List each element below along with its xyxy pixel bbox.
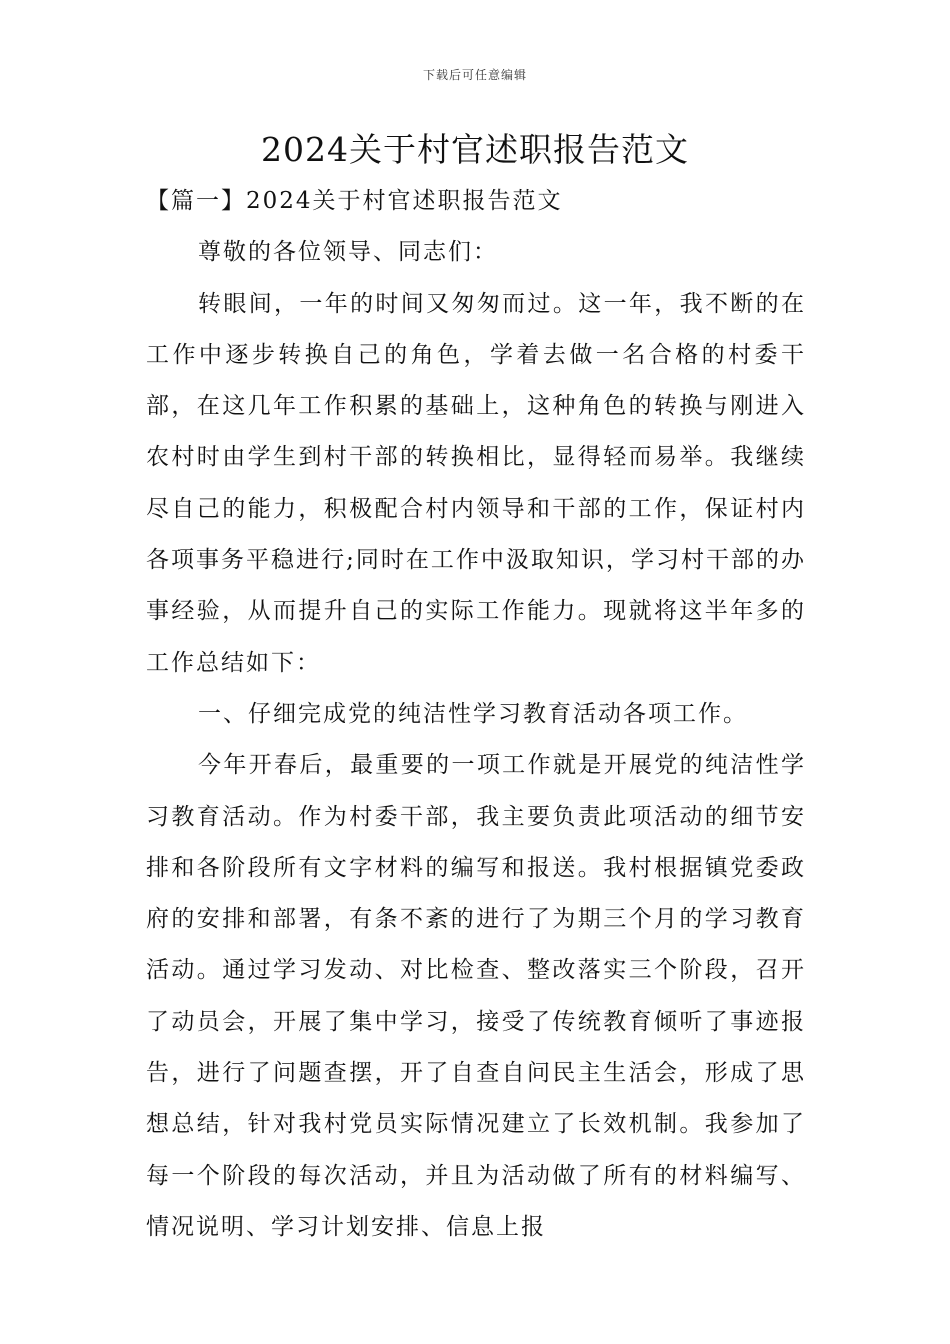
paragraph: 转眼间，一年的时间又匆匆而过。这一年，我不断的在工作中逐步转换自己的角色，学着去做一名合格的村委干部，在这几年工作积累的基础上，这种角色的转换与刚进入农村时由学生到村干部的转换相比，显得轻而易举。我继续尽自己的能力，积极配合村内领导和干部的工作，保证村内各项事务平稳进行;同时在工作中汲取知识，学习村干部的办事经验，从而提升自己的实际工作能力。现就将这半年多的工作总结如下：	[146, 290, 806, 676]
document-body	[146, 176, 806, 1253]
section-heading: 【篇一】2024关于村官述职报告范文	[146, 188, 563, 214]
subsection-heading: 一、仔细完成党的纯洁性学习教育活动各项工作。	[198, 700, 748, 727]
salutation: 尊敬的各位领导、同志们：	[198, 239, 498, 266]
document-title: 2024关于村官述职报告范文	[261, 130, 689, 169]
paragraph: 今年开春后，最重要的一项工作就是开展党的纯洁性学习教育活动。作为村委干部，我主要负责此项活动的细节安排和各阶段所有文字材料的编写和报送。我村根据镇党委政府的安排和部署，有条不紊的进行了为期三个月的学习教育活动。通过学习发动、对比检查、整改落实三个阶段，召开了动员会，开展了集中学习，接受了传统教育倾听了事迹报告，进行了问题查摆，开了自查自问民主生活会，形成了思想总结，针对我村党员实际情况建立了长效机制。我参加了每一个阶段的每次活动，并且为活动做了所有的材料编写、情况说明、学习计划安排、信息上报	[146, 752, 806, 1240]
header-note: 下载后可任意编辑	[422, 68, 527, 82]
